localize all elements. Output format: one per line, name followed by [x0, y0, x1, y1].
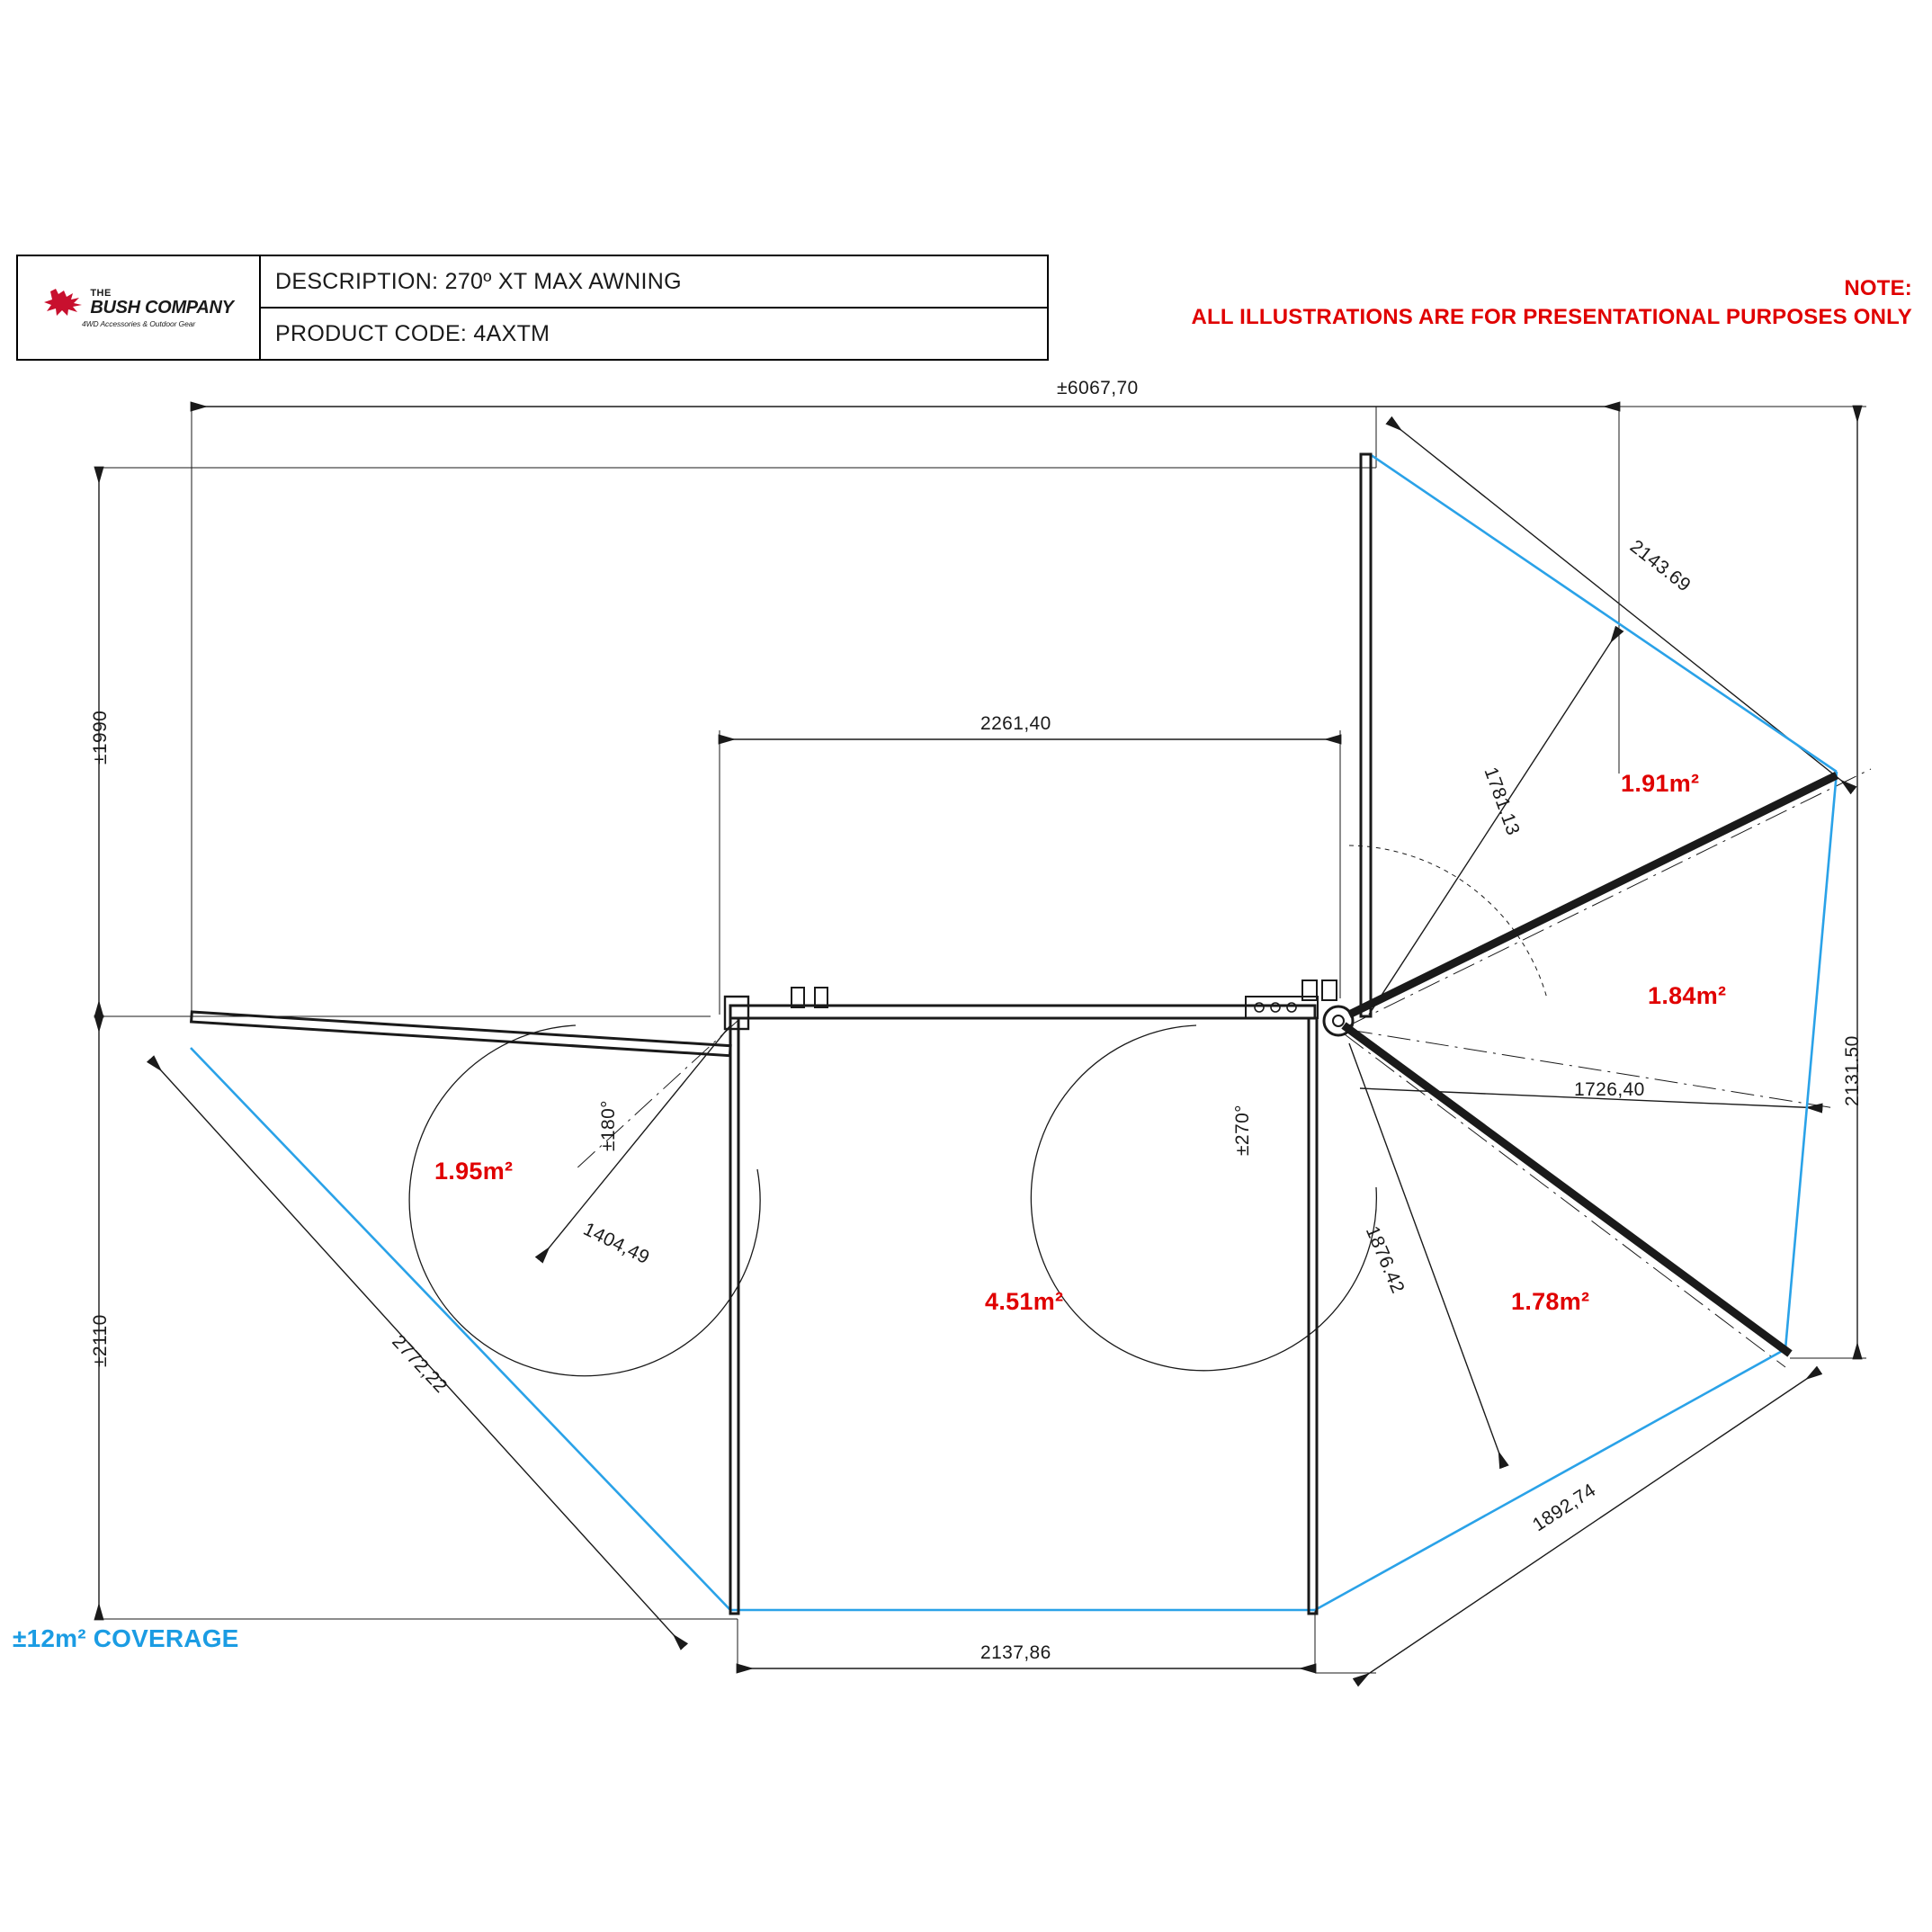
dim-left-height: ±1990: [90, 710, 111, 765]
dim-left-edge: 2772,22: [388, 1331, 452, 1398]
coverage-label: ±12m² COVERAGE: [13, 1624, 239, 1652]
product-code-row: PRODUCT CODE: 4AXTM: [275, 320, 550, 346]
note-heading: NOTE:: [1844, 276, 1912, 300]
area-main-panel: 4.51m²: [985, 1288, 1064, 1315]
title-block: [16, 255, 1049, 361]
dim-right-top-diagonal: 2143.69: [1625, 536, 1695, 596]
logo-line-1: THE: [90, 288, 112, 299]
dim-lower-right-arm: 1876.42: [1361, 1223, 1409, 1297]
logo-tagline: 4WD Accessories & Outdoor Gear: [81, 318, 196, 328]
dim-right-arm: 1726,40: [1574, 1079, 1645, 1100]
dim-centre-top-width: 2261,40: [980, 713, 1051, 734]
logo-line-2: BUSH COMPANY: [90, 298, 234, 318]
note-body: ALL ILLUSTRATIONS ARE FOR PRESENTATIONAL PURPOSES ONLY: [1191, 305, 1912, 330]
area-left-wing: 1.95m²: [434, 1158, 514, 1185]
dim-right-height: 2131.50: [1842, 1035, 1863, 1106]
dim-left-lower-height: ±2110: [90, 1314, 111, 1367]
note-block: [1191, 274, 1912, 333]
angle-right: ±270°: [1232, 1105, 1253, 1156]
angle-left: ±180°: [598, 1100, 619, 1151]
company-logo: [18, 256, 261, 359]
area-middle-right: 1.84m²: [1648, 982, 1727, 1009]
description-row: DESCRIPTION: 270º XT MAX AWNING: [261, 256, 1047, 309]
dim-lower-right-edge: 1892,74: [1529, 1480, 1600, 1536]
area-lower-right: 1.78m²: [1511, 1288, 1590, 1315]
dim-upper-right-arm: 1781.13: [1480, 765, 1524, 838]
dim-centre-bottom-width: 2137,86: [980, 1642, 1051, 1663]
dim-left-arm: 1404,49: [579, 1219, 653, 1269]
deer-head-logo-icon: [43, 288, 85, 318]
dim-overall-width: ±6067,70: [1057, 378, 1139, 398]
area-upper-right: 1.91m²: [1621, 770, 1700, 797]
